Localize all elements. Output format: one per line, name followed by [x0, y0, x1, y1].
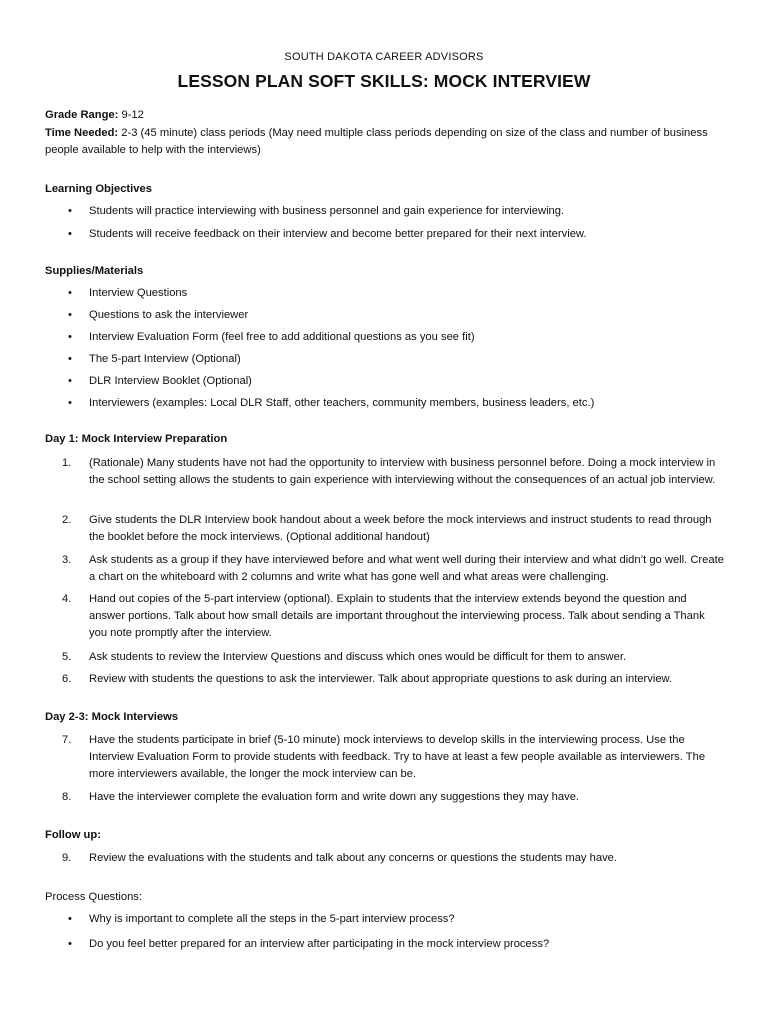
day1-heading: Day 1: Mock Interview Preparation — [45, 433, 228, 445]
list-item-text: Interview Evaluation Form (feel free to add additional questions as you see fit) — [89, 331, 475, 343]
list-item-text: Ask students to review the Interview Questions and discuss which ones would be difficult for them to answer. — [89, 651, 627, 663]
bullet-icon: • — [68, 228, 72, 240]
learning-objectives-heading: Learning Objectives — [45, 183, 152, 195]
list-item-text: Questions to ask the interviewer — [89, 309, 249, 321]
list-item-text: DLR Interview Booklet (Optional) — [89, 375, 252, 387]
time-needed — [45, 125, 735, 159]
list-item-text: Have the interviewer complete the evaluation form and write down any suggestions they may have. — [89, 791, 580, 803]
list-item-text: Ask students as a group if they have interviewed before and what went well during their interview and what didn’t go well. Create a chart on the whiteboard with 2 columns and write what has gone well and what areas were challenging. — [89, 554, 724, 583]
list-item-text: The 5-part Interview (Optional) — [89, 353, 241, 365]
list-item-text: Why is important to complete all the steps in the 5-part interview process? — [89, 913, 455, 925]
list-item-text: Do you feel better prepared for an interview after participating in the mock interview process? — [89, 938, 550, 950]
list-item-text: Students will receive feedback on their interview and become better prepared for their next interview. — [89, 228, 587, 240]
item-number: 1. — [62, 457, 72, 469]
followup-heading: Follow up: — [45, 829, 101, 841]
list-item-text: Have the students participate in brief (5-10 minute) mock interviews to develop skills in the interviewing process. Use the Interview Evaluation Form to provide students with feedback. Try to have at least a few people available as interviewers. The more interviewers available, the longer the mock interview can be. — [89, 734, 706, 780]
time-needed-value: 2-3 (45 minute) class periods (May need multiple class periods depending on size of the class and number of business people available to help with the interviews) — [45, 127, 708, 156]
grade-range — [45, 107, 735, 124]
list-item-text: (Rationale) Many students have not had the opportunity to interview with business personnel before. Doing a mock interview in the school setting allows the students to gain experience with interviewing without the consequences of an actual job interview. — [89, 457, 716, 486]
page-title: LESSON PLAN SOFT SKILLS: MOCK INTERVIEW — [177, 71, 591, 91]
process-questions-heading: Process Questions: — [45, 891, 143, 903]
list-item-text: Interview Questions — [89, 287, 188, 299]
bullet-icon: • — [68, 375, 72, 387]
list-item-text: Interviewers (examples: Local DLR Staff, other teachers, community members, business leaders, etc.) — [89, 397, 595, 409]
item-number: 7. — [62, 734, 72, 746]
list-item-text: Give students the DLR Interview book handout about a week before the mock interviews and instruct students to read through the booklet before the mock interviews. (Optional additional handout) — [89, 514, 712, 543]
bullet-icon: • — [68, 287, 72, 299]
list-item-text: Students will practice interviewing with business personnel and gain experience for interviewing. — [89, 205, 565, 217]
organization-name: SOUTH DAKOTA CAREER ADVISORS — [284, 51, 484, 63]
item-number: 9. — [62, 852, 72, 864]
bullet-icon: • — [68, 397, 72, 409]
bullet-icon: • — [68, 913, 72, 925]
list-item-text: Review with students the questions to ask the interviewer. Talk about appropriate questions to ask during an interview. — [89, 673, 673, 685]
bullet-icon: • — [68, 309, 72, 321]
bullet-icon: • — [68, 205, 72, 217]
list-item-text: Hand out copies of the 5-part interview (optional). Explain to students that the interview extends beyond the question and answer portions. Talk about how small details are important throughout the interviewing process. Talk about sending a Thank you note promptly after the interview. — [89, 593, 705, 639]
item-number: 2. — [62, 514, 72, 526]
day23-heading: Day 2-3: Mock Interviews — [45, 711, 179, 723]
item-number: 3. — [62, 554, 72, 566]
grade-range-label: Grade Range: — [45, 109, 119, 121]
grade-range-value: 9-12 — [118, 109, 144, 121]
bullet-icon: • — [68, 353, 72, 365]
list-item-text: Review the evaluations with the students and talk about any concerns or questions the students may have. — [89, 852, 617, 864]
item-number: 6. — [62, 673, 72, 685]
time-needed-label: Time Needed: — [45, 127, 119, 139]
bullet-icon: • — [68, 331, 72, 343]
supplies-heading: Supplies/Materials — [45, 265, 144, 277]
bullet-icon: • — [68, 938, 72, 950]
item-number: 8. — [62, 791, 72, 803]
item-number: 4. — [62, 593, 72, 605]
item-number: 5. — [62, 651, 72, 663]
